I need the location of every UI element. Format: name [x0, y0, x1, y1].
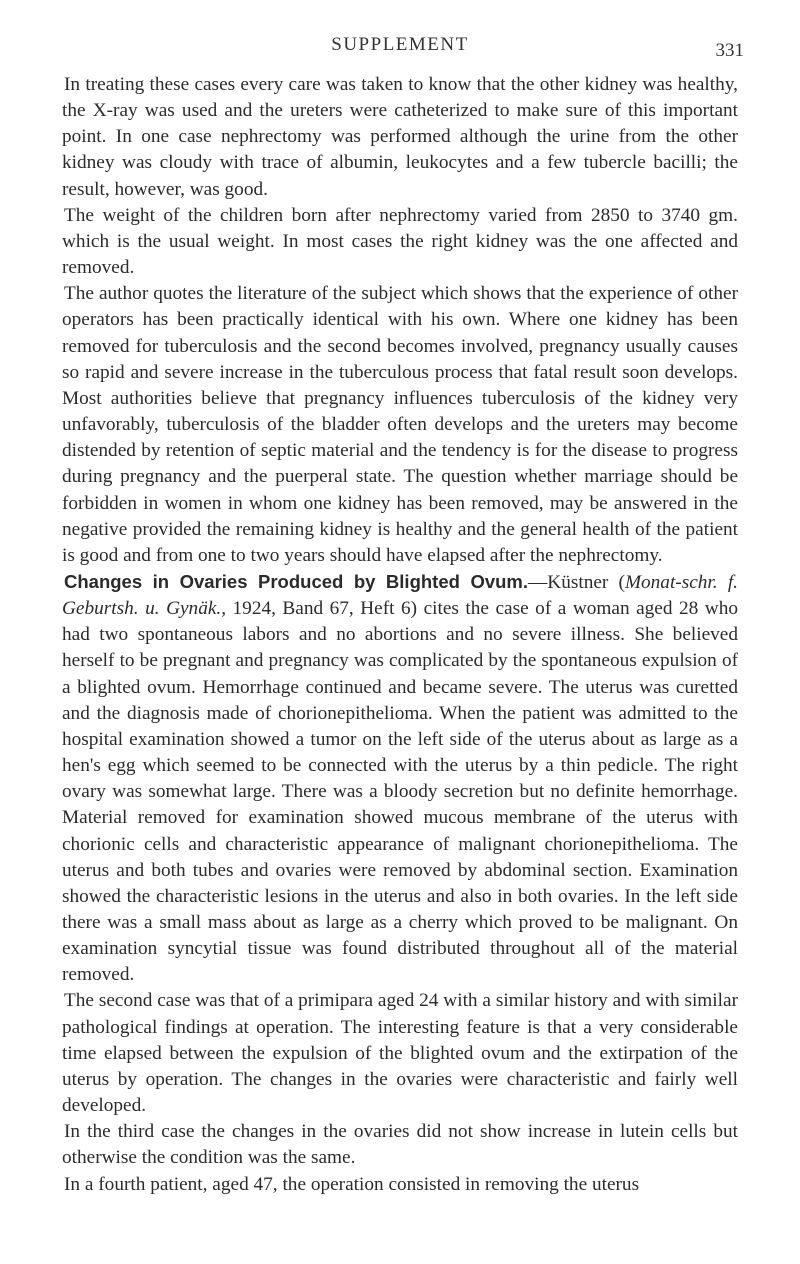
section-paragraph — [62, 569, 738, 989]
body-text — [62, 72, 738, 1198]
running-title: SUPPLEMENT — [331, 34, 469, 55]
section-lead: —Küstner ( — [528, 571, 625, 593]
section-heading: Changes in Ovaries Produced by Blighted Ovum. — [64, 570, 529, 592]
paragraph: In treating these cases every care was taken to know that the other kidney was healthy, the X-ray was used and the ureters were catheterized to make sure of this important point. In one case nephrectomy was performed although the urine from the other kidney was cloudy with trace of albumin, leukocytes and a few tubercle bacilli; the result, however, was good. — [62, 74, 738, 200]
section-text: 1924, Band 67, Heft 6) cites the case of a woman aged 28 who had two spontaneous labors and no abortions and no severe illness. She believed herself to be pregnant and pregnancy was complicated by the spontaneous expulsion of a blighted ovum. Hemorrhage continued and became severe. The uterus was curetted and the diagnosis made of chorionepithelioma. When the patient was admitted to the hospital examination showed a tumor on the left side of the uterus about as large as a hen's egg which seemed to be connected with the uterus by a thin pedicle. The right ovary was somewhat large. There was a bloody secretion but no definite hemorrhage. Material removed for examination showed mucous membrane of the uterus with chorionic cells and characteristic appearance of malignant chorionepithelioma. The uterus and both tubes and ovaries were removed by abdominal section. Examination showed the characteristic lesions in the uterus and also in both ovaries. In the left side there was a small mass about as large as a cherry which proved to be malignant. On examination syncytial tissue was found distributed throughout all of the material removed. — [62, 598, 738, 986]
page-header — [62, 0, 744, 72]
paragraph: In the third case the changes in the ovaries did not show increase in lutein cells but otherwise the condition was the same. — [62, 1121, 738, 1169]
journal-citation: Monat-schr. f. Geburtsh. u. Gynäk., — [62, 571, 738, 620]
paragraph: The weight of the children born after nephrectomy varied from 2850 to 3740 gm. which is the usual weight. In most cases the right kidney was the one affected and removed. — [62, 204, 738, 279]
paragraph: The second case was that of a primipara aged 24 with a similar history and with similar pathological findings at operation. The interesting feature is that a very considerable time elapsed between the expulsion of the blighted ovum and the extirpation of the uterus by operation. The changes in the ovaries were characteristic and fairly well developed. — [62, 990, 738, 1117]
page-number: 331 — [715, 40, 744, 61]
paragraph: In a fourth patient, aged 47, the operation consisted in removing the uterus — [64, 1173, 640, 1195]
paragraph: The author quotes the literature of the subject which shows that the experience of other operators has been practically identical with his own. Where one kidney has been removed for tuberculosis and the second becomes involved, pregnancy usually causes so rapid and severe increase in the tuberculous process that fatal result soon develops. Most authorities believe that pregnancy influences tuberculosis of the kidney very unfavorably, tuberculosis of the bladder often develops and the ureters may become distended by retention of septic material and the tendency is for the disease to progress during pregnancy and the puerperal state. The question whether marriage should be forbidden in women in whom one kidney has been removed, may be answered in the negative provided the remaining kidney is healthy and the general health of the patient is good and from one to two years should have elapsed after the nephrectomy. — [62, 283, 738, 566]
